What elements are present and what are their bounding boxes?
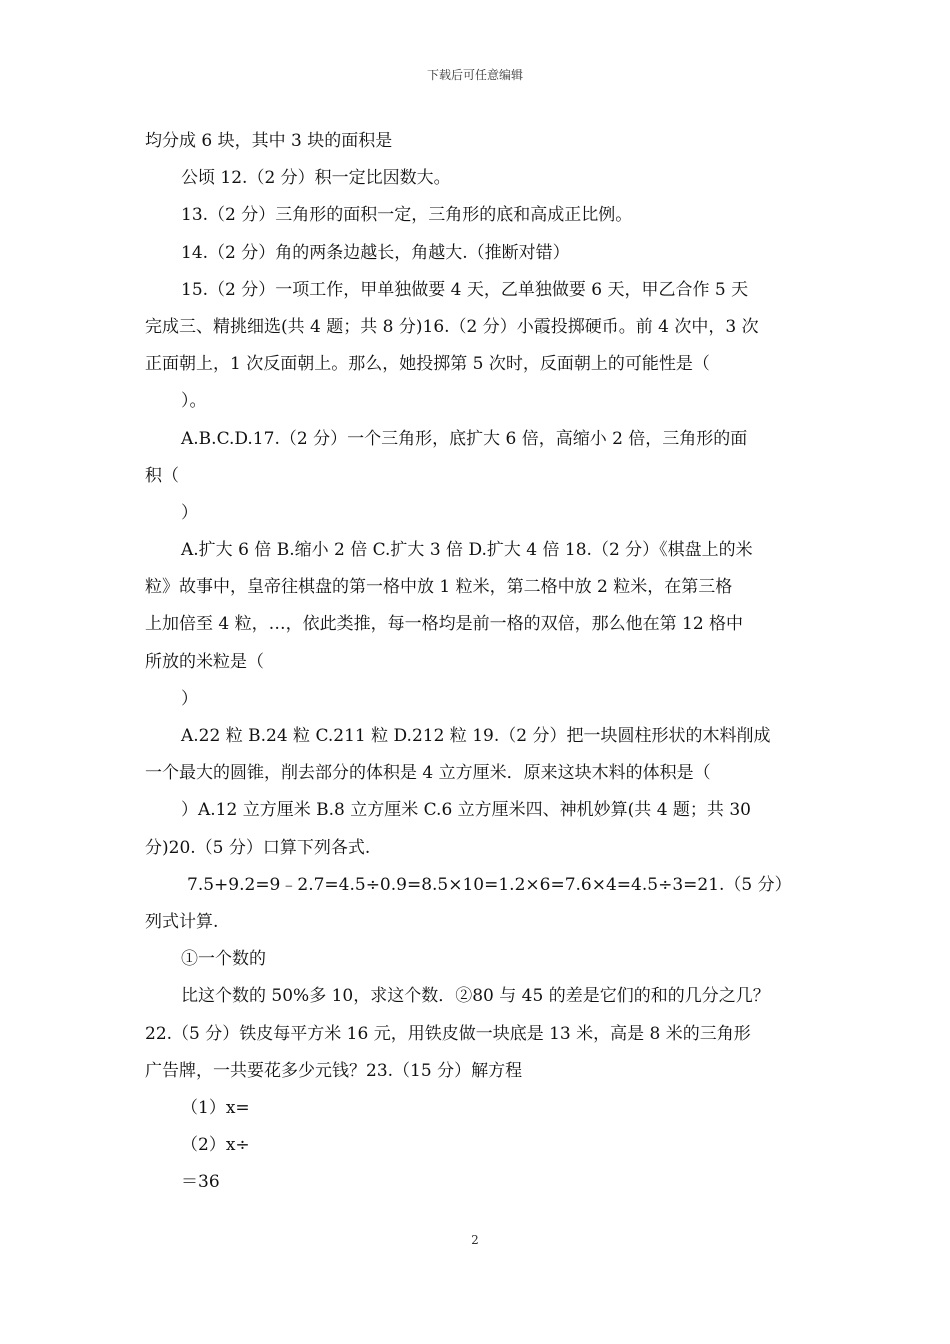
text-line: （2）x÷ <box>181 1135 250 1156</box>
text-line: 广告牌，一共要花多少元钱？23.（15 分）解方程 <box>145 1060 523 1081</box>
page-header: 下载后可任意编辑 <box>426 68 523 82</box>
text-line: 14.（2 分）角的两条边越长，角越大.（推断对错） <box>181 242 570 263</box>
text-line: 22.（5 分）铁皮每平方米 16 元，用铁皮做一块底是 13 米，高是 8 米的三角形 <box>145 1023 751 1044</box>
text-line: 上加倍至 4 粒，…，依此类推，每一格均是前一格的双倍，那么他在第 12 格中 <box>145 614 744 635</box>
text-line: ＝36 <box>181 1172 220 1193</box>
text-line: 积（ <box>145 465 179 486</box>
page-number: 2 <box>471 1233 479 1247</box>
text-line: 13.（2 分）三角形的面积一定，三角形的底和高成正比例。 <box>181 205 633 226</box>
text-line: ） <box>181 688 198 709</box>
text-line: 公顷 12.（2 分）积一定比因数大。 <box>181 168 451 189</box>
text-line: A.B.C.D.17.（2 分）一个三角形，底扩大 6 倍，高缩小 2 倍，三角形的面 <box>181 428 748 449</box>
text-line: ）。 <box>181 391 207 412</box>
document-body <box>145 123 810 1201</box>
text-line: 所放的米粒是（ <box>145 651 264 672</box>
text-line: 分)20.（5 分）口算下列各式. <box>145 837 371 858</box>
text-line: ）A.12 立方厘米 B.8 立方厘米 C.6 立方厘米四、神机妙算(共 4 题；共 30 <box>181 800 751 821</box>
text-line: 15.（2 分）一项工作，甲单独做要 4 天，乙单独做要 6 天，甲乙合作 5 天 <box>181 279 749 300</box>
text-line: 一个最大的圆锥，削去部分的体积是 4 立方厘米．原来这块木料的体积是（ <box>145 763 711 784</box>
text-line: A.22 粒 B.24 粒 C.211 粒 D.212 粒 19.（2 分）把一块圆柱形状的木料削成 <box>181 726 771 746</box>
text-line: 正面朝上，1 次反面朝上。那么，她投掷第 5 次时，反面朝上的可能性是（ <box>145 354 710 375</box>
text-line: 完成三、精挑细选(共 4 题；共 8 分)16.（2 分）小霞投掷硬币。前 4 次中，3 次 <box>145 316 759 337</box>
text-line: （1）x= <box>181 1097 250 1118</box>
text-line: 列式计算. <box>145 911 219 932</box>
text-line: 均分成 6 块，其中 3 块的面积是 <box>145 131 393 151</box>
text-line: 比这个数的 50%多 10，求这个数．②80 与 45 的差是它们的和的几分之几？ <box>181 986 770 1007</box>
text-line: ①一个数的 <box>181 949 266 970</box>
text-line: ） <box>181 502 198 523</box>
text-line: A.扩大 6 倍 B.缩小 2 倍 C.扩大 3 倍 D.扩大 4 倍 18.（2 分）《棋盘上的米 <box>181 540 753 561</box>
text-line: 粒》故事中，皇帝往棋盘的第一格中放 1 粒米，第二格中放 2 粒米，在第三格 <box>145 577 733 598</box>
text-line: 7.5+9.2=9﹣2.7=4.5÷0.9=8.5×10=1.2×6=7.6×4=4.5÷3=21.（5 分） <box>187 874 792 895</box>
